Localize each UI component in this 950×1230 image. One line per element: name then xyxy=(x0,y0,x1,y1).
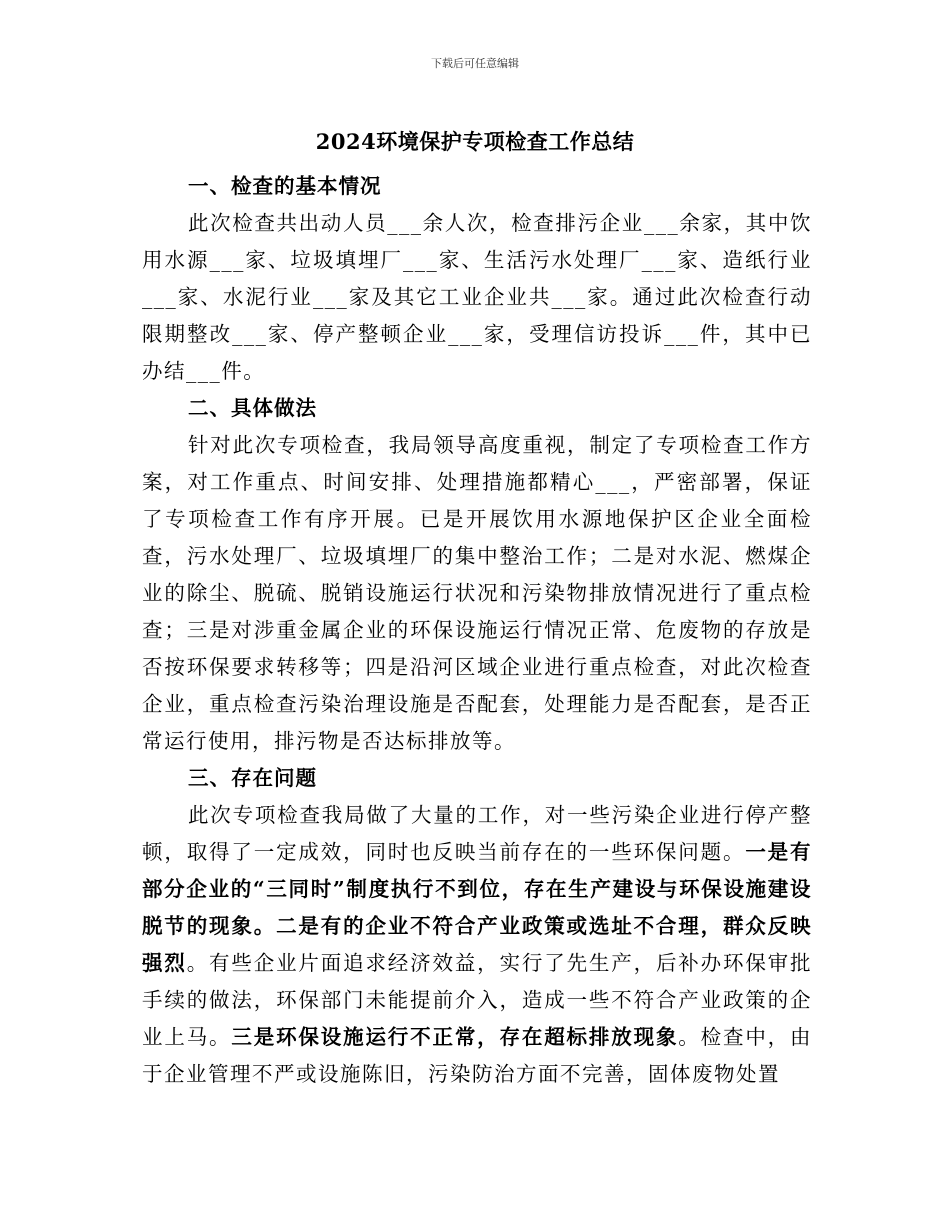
header-note: 下载后可任意编辑 xyxy=(431,57,519,70)
paragraph-text: 此次专项检查我局做了大量的工作，对一些污染企业进行停产整顿，取得了一定成效，同时也反映当前存在的一些环保问题。 xyxy=(142,803,812,864)
section-heading-2: 二、具体做法 xyxy=(188,396,317,420)
document-body xyxy=(142,168,812,1093)
section-heading-3: 三、存在问题 xyxy=(188,766,317,790)
section-paragraph-1: 此次检查共出动人员___余人次，检查排污企业___余家，其中饮用水源___家、垃圾填埋厂___家、生活污水处理厂___家、造纸行业___家、水泥行业___家及其它工业企业共___家。通过此次检查行动限期整改___家、停产整顿企业___家，受理信访投诉___件，其中已办结___件。 xyxy=(142,211,812,383)
page-title: 2024环境保护专项检查工作总结 xyxy=(315,129,635,154)
section-heading-1: 一、检查的基本情况 xyxy=(188,174,382,198)
bold-problem-text: 一是有部分企业的“三同时”制度执行不到位，存在生产建设与环保设施建设脱节的现象。二是有的企业不符合产业政策或选址不合理，群众反映强烈 xyxy=(142,840,813,975)
section-paragraph-3 xyxy=(142,797,812,1093)
section-paragraph-2: 针对此次专项检查，我局领导高度重视，制定了专项检查工作方案，对工作重点、时间安排、处理措施都精心___，严密部署，保证了专项检查工作有序开展。已是开展饮用水源地保护区企业全面检查，污水处理厂、垃圾填埋厂的集中整治工作；二是对水泥、燃煤企业的除尘、脱硫、脱销设施运行状况和污染物排放情况进行了重点检查；三是对涉重金属企业的环保设施运行情况正常、危废物的存放是否按环保要求转移等；四是沿河区域企业进行重点检查，对此次检查企业，重点检查污染治理设施是否配套，处理能力是否配套，是否正常运行使用，排污物是否达标排放等。 xyxy=(142,433,812,753)
paragraph-text: 。检查中，由于企业管理不严或设施陈旧，污染防治方面不完善，固体废物处置 xyxy=(142,1025,813,1086)
paragraph-text: 。有些企业片面追求经济效益，实行了先生产，后补办环保审批手续的做法，环保部门未能提前介入，造成一些不符合产业政策的企业上马。 xyxy=(142,951,813,1049)
bold-problem-text: 三是环保设施运行不正常，存在超标排放现象 xyxy=(231,1025,679,1049)
